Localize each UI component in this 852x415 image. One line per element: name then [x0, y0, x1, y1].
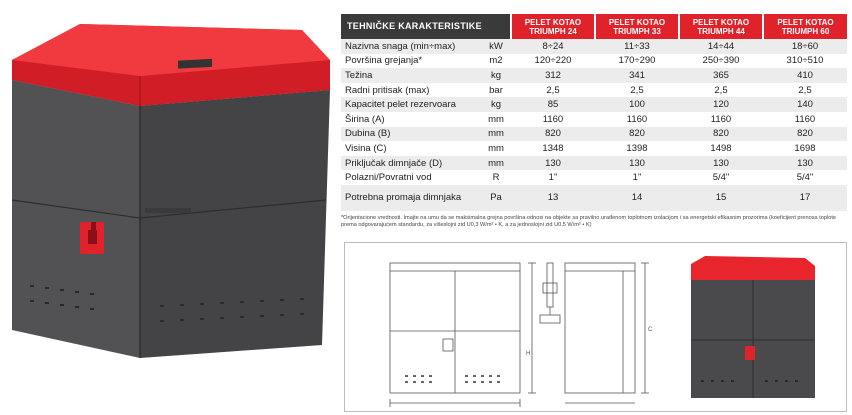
row-value: 365 — [679, 68, 763, 83]
row-value: 1498 — [679, 141, 763, 156]
row-label: Radni pritisak (max) — [341, 83, 481, 98]
table-row — [341, 97, 847, 112]
row-value: 170÷290 — [595, 54, 679, 69]
boiler-thumbnail — [677, 252, 827, 407]
table-row — [341, 83, 847, 98]
row-value: 120 — [679, 97, 763, 112]
row-value: 312 — [511, 68, 595, 83]
row-value: 130 — [595, 156, 679, 171]
row-label: Kapacitet pelet rezervoara — [341, 97, 481, 112]
row-unit: mm — [481, 127, 511, 142]
row-value: 1160 — [595, 112, 679, 127]
row-value: 14÷44 — [679, 39, 763, 54]
row-value: 18÷60 — [763, 39, 847, 54]
row-value: 100 — [595, 97, 679, 112]
row-unit: R — [481, 170, 511, 185]
row-unit: Pa — [481, 185, 511, 211]
row-value: 820 — [595, 127, 679, 142]
row-unit: m2 — [481, 54, 511, 69]
row-value: 85 — [511, 97, 595, 112]
row-value: 410 — [763, 68, 847, 83]
row-value: 2,5 — [511, 83, 595, 98]
table-row — [341, 68, 847, 83]
row-label: Nazivna snaga (min÷max) — [341, 39, 481, 54]
row-value: 310÷510 — [763, 54, 847, 69]
row-value: 1160 — [511, 112, 595, 127]
row-label: Širina (A) — [341, 112, 481, 127]
row-value: 820 — [763, 127, 847, 142]
table-row — [341, 112, 847, 127]
row-value: 11÷33 — [595, 39, 679, 54]
table-row — [341, 127, 847, 142]
row-unit: mm — [481, 141, 511, 156]
row-value: 1160 — [679, 112, 763, 127]
spec-table — [341, 14, 847, 229]
row-value: 1698 — [763, 141, 847, 156]
row-value: 17 — [763, 185, 847, 211]
row-value: 820 — [511, 127, 595, 142]
table-row — [341, 39, 847, 54]
row-value: 250÷390 — [679, 54, 763, 69]
row-label: Površina grejanja* — [341, 54, 481, 69]
row-unit: bar — [481, 83, 511, 98]
row-value: 5/4" — [763, 170, 847, 185]
row-value: 820 — [679, 127, 763, 142]
row-value: 130 — [511, 156, 595, 171]
row-value: 5/4" — [679, 170, 763, 185]
table-row — [341, 185, 847, 211]
row-value: 14 — [595, 185, 679, 211]
row-value: 13 — [511, 185, 595, 211]
footnote: *Orijentacione vrednosti. Imajte na umu da se maksimalna grejna površina odnosi na objekte sa pravilno urađenom toplotnom izolacijom i sa energetski efikasnim prozorima (koeficijent prenosa toplote prema odgovarajućem standardu, za višeslojni zid U0,3 W/m² • K, a za jednoslojni zid U0,5 W/m² • K) — [341, 214, 836, 228]
row-label: Visina (C) — [341, 141, 481, 156]
row-value: 1" — [595, 170, 679, 185]
row-value: 2,5 — [679, 83, 763, 98]
row-value: 15 — [679, 185, 763, 211]
row-unit: kW — [481, 39, 511, 54]
row-value: 2,5 — [763, 83, 847, 98]
row-label: Težina — [341, 68, 481, 83]
row-unit: kg — [481, 97, 511, 112]
row-label: Potrebna promaja dimnjaka — [341, 185, 481, 211]
row-unit: kg — [481, 68, 511, 83]
spec-table-body — [341, 39, 847, 211]
model-header: PELET KOTAO TRIUMPH 24 — [511, 14, 595, 39]
dim-label-height: H — [526, 351, 531, 357]
row-value: 2,5 — [595, 83, 679, 98]
row-value: 8÷24 — [511, 39, 595, 54]
row-value: 1160 — [763, 112, 847, 127]
model-header: PELET KOTAO TRIUMPH 60 — [763, 14, 847, 39]
table-title: TEHNIČKE KARAKTERISTIKE — [341, 14, 511, 39]
row-label: Priključak dimnjače (D) — [341, 156, 481, 171]
row-value: 1398 — [595, 141, 679, 156]
row-value: 341 — [595, 68, 679, 83]
row-label: Polazni/Povratni vod — [341, 170, 481, 185]
row-value: 120÷220 — [511, 54, 595, 69]
row-value: 140 — [763, 97, 847, 112]
row-label: Dubina (B) — [341, 127, 481, 142]
table-row — [341, 54, 847, 69]
table-row — [341, 156, 847, 171]
row-value: 130 — [763, 156, 847, 171]
row-unit: mm — [481, 112, 511, 127]
row-value: 130 — [679, 156, 763, 171]
row-unit: mm — [481, 156, 511, 171]
boiler-render — [0, 0, 335, 415]
model-header: PELET KOTAO TRIUMPH 44 — [679, 14, 763, 39]
dim-label-depth: C — [648, 327, 653, 333]
table-row — [341, 141, 847, 156]
row-value: 1" — [511, 170, 595, 185]
table-row — [341, 170, 847, 185]
row-value: 1348 — [511, 141, 595, 156]
model-header: PELET KOTAO TRIUMPH 33 — [595, 14, 679, 39]
